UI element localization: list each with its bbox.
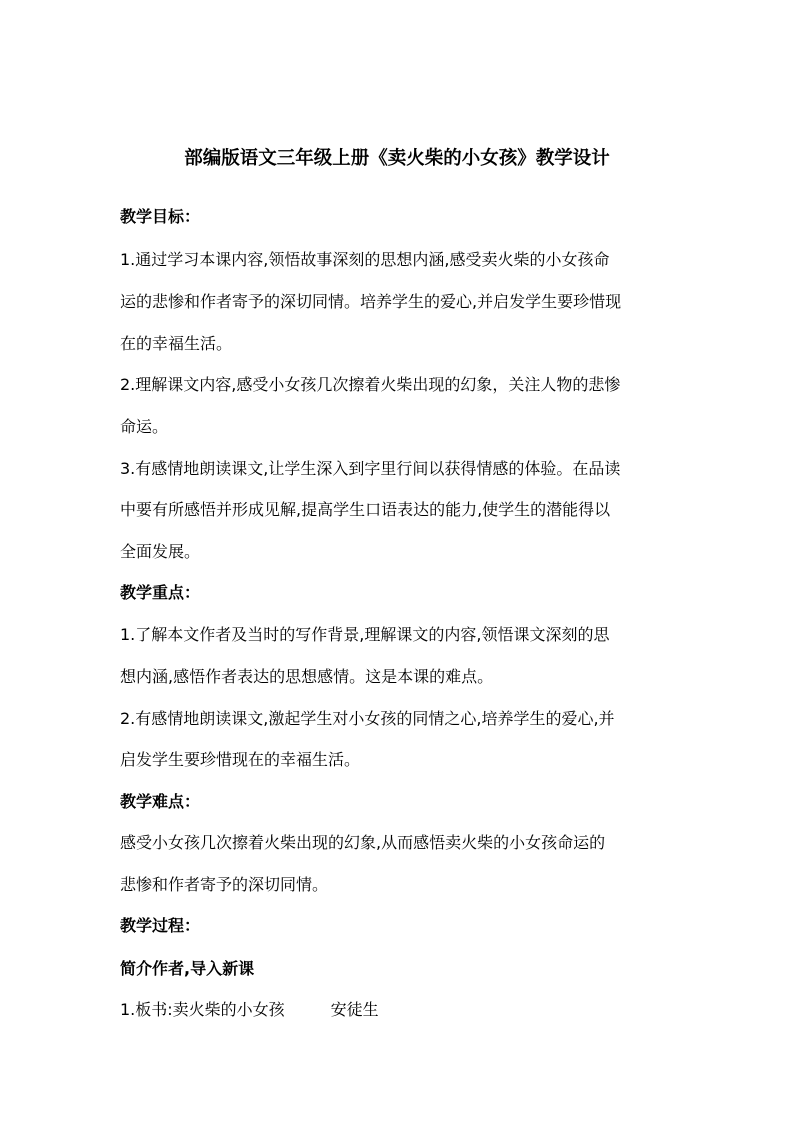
board-writing-line [120, 999, 680, 1021]
key-points-heading: 教学重点： [120, 583, 201, 602]
objective-2-line-1: 2.理解课文内容,感受小女孩几次擦着火柴出现的幻象，关注人物的悲惨 [120, 375, 621, 394]
difficulties-line-1: 感受小女孩几次擦着火柴出现的幻象,从而感悟卖火柴的小女孩命运的 [120, 833, 606, 852]
key-point-1-line-1: 1.了解本文作者及当时的写作背景,理解课文的内容,领悟课文深刻的思 [120, 625, 610, 644]
key-point-2-line-1: 2.有感情地朗读课文,激起学生对小女孩的同情之心,培养学生的爱心,并 [120, 709, 615, 728]
objectives-heading: 教学目标： [120, 207, 201, 226]
process-heading: 教学过程： [120, 916, 201, 935]
author-name: 安徒生 [330, 1000, 379, 1019]
objective-1-line-3: 在的幸福生活。 [120, 334, 233, 353]
objective-3-line-2: 中要有所感悟并形成见解,提高学生口语表达的能力,使学生的潜能得以 [120, 500, 611, 519]
key-point-2-line-2: 启发学生要珍惜现在的幸福生活。 [120, 750, 361, 769]
key-point-1-line-2: 想内涵,感悟作者表达的思想感情。这是本课的难点。 [120, 667, 494, 686]
process-subheading: 简介作者,导入新课 [120, 959, 255, 978]
board-writing-label: 1.板书:卖火柴的小女孩 [120, 1000, 285, 1019]
objective-2-line-2: 命运。 [120, 417, 169, 436]
objective-3-line-3: 全面发展。 [120, 542, 201, 561]
objective-1-line-1: 1.通过学习本课内容,领悟故事深刻的思想内涵,感受卖火柴的小女孩命 [120, 250, 610, 269]
difficulties-line-2: 悲惨和作者寄予的深切同情。 [120, 875, 329, 894]
difficulties-heading: 教学难点： [120, 792, 201, 811]
objective-3-line-1: 3.有感情地朗读课文,让学生深入到字里行间以获得情感的体验。在品读 [120, 459, 621, 478]
document-title: 部编版语文三年级上册《卖火柴的小女孩》教学设计 [184, 148, 610, 169]
objective-1-line-2: 运的悲惨和作者寄予的深切同情。培养学生的爱心,并启发学生要珍惜现 [120, 292, 622, 311]
